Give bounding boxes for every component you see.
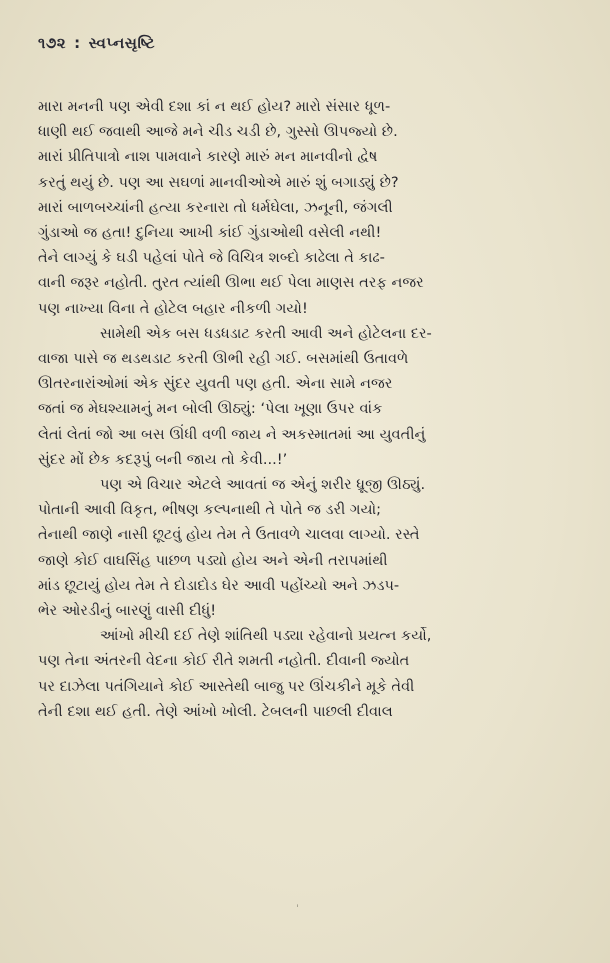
- text-line: તેનાથી જાણે નાસી છૂટવું હોય તેમ તે ઉતાવળે ચાલવા લાગ્યો. રસ્તે: [38, 526, 420, 544]
- text-line: વાની જરૂર નહોતી. તુરત ત્યાંથી ઊભા થઈ પેલા માણસ તરફ નજર: [38, 274, 424, 292]
- paragraph-3: [38, 472, 574, 623]
- text-line: કરતું થયું છે. પણ આ સઘળાં માનવીઓએ મારું શું બગાડ્યું છે?: [38, 173, 399, 191]
- text-line: આંખો મીચી દઈ તેણે શાંતિથી પડ્યા રહેવાનો પ્રયત્ન કર્યો,: [100, 627, 432, 645]
- paragraph-1: [38, 94, 574, 321]
- text-line: સામેથી એક બસ ધડધડાટ કરતી આવી અને હોટેલના દર-: [100, 324, 432, 342]
- text-line: તેની દશા થઈ હતી. તેણે આંખો ખોલી. ટેબલની પાછલી દીવાલ: [38, 702, 393, 720]
- text-line: પણ એ વિચાર એટલે આવતાં જ એનું શરીર ધ્રૂજી ઊઠ્યું.: [100, 476, 426, 494]
- text-line: ગુંડાઓ જ હતા! દુનિયા આખી કાંઈ ગુંડાઓથી વસેલી નથી!: [38, 224, 382, 242]
- text-line: સુંદર મોં છેક કદરૂપું બની જાય તો કેવી...!’: [38, 450, 288, 468]
- text-line: પણ નાખ્યા વિના તે હોટેલ બહાર નીકળી ગયો!: [38, 299, 308, 317]
- text-line: તેને લાગ્યું કે ઘડી પહેલાં પોતે જે વિચિત્ર શબ્દો કાઢેલા તે કાઢ-: [38, 249, 385, 267]
- text-line: જતાં જ મેઘશ્યામનું મન બોલી ઊઠ્યું: ‘પેલા ખૂણા ઉપર વાંક: [38, 400, 383, 418]
- text-line: જાણે કોઈ વાઘસિંહ પાછળ પડ્યો હોય અને એની તરાપમાંથી: [38, 551, 388, 569]
- text-line: મારા મનની પણ એવી દશા કાં ન થઈ હોય? મારો સંસાર ધૂળ-: [38, 98, 391, 115]
- text-line: વાજા પાસે જ થડથડાટ કરતી ઊભી રહી ગઈ. બસમાંથી ઉતાવળે: [38, 350, 409, 368]
- text-line: લેતાં લેતાં જો આ બસ ઊંધી વળી જાય ને અકસ્માતમાં આ યુવતીનું: [38, 425, 426, 443]
- text-line: પોતાની આવી વિકૃત, ભીષણ કલ્પનાથી તે પોતે જ ડરી ગયો;: [38, 501, 382, 519]
- header-separator: :: [74, 34, 81, 52]
- text-line: મારાં બાળબચ્ચાંની હત્યા કરનારા તો ધર્મઘેલા, ઝનૂની, જંગલી: [38, 198, 393, 216]
- text-line: માંડ છૂટાયું હોય તેમ તે દોડાદોડ ઘેર આવી પહોંચ્યો અને ઝડપ-: [38, 576, 400, 594]
- paragraph-2: [38, 321, 574, 472]
- print-speck: ˈ: [296, 904, 299, 915]
- body-text: [38, 94, 574, 724]
- paragraph-4: [38, 623, 574, 724]
- page-number: ૧૭૨: [38, 34, 67, 52]
- book-title: સ્વપ્નસૃષ્ટિ: [88, 34, 156, 52]
- text-line: ઊતરનારાંઓમાં એક સુંદર યુવતી પણ હતી. એના સામે નજર: [38, 375, 393, 393]
- text-line: ભેર ઓરડીનું બારણું વાસી દીધું!: [38, 602, 217, 620]
- running-header: [38, 34, 155, 52]
- text-line: પણ તેના અંતરની વેદના કોઈ રીતે શમતી નહોતી. દીવાની જ્યોત: [38, 652, 410, 670]
- text-line: ધાણી થઈ જવાથી આજે મને ચીડ ચડી છે, ગુસ્સો ઊપજ્યો છે.: [38, 123, 398, 141]
- text-line: મારાં પ્રીતિપાત્રો નાશ પામવાને કારણે મારું મન માનવીનો દ્વેષ: [38, 148, 378, 166]
- text-line: પર દાઝેલા પતંગિયાને કોઈ આસ્તેથી બાજુ પર ઊંચકીને મૂકે તેવી: [38, 677, 415, 695]
